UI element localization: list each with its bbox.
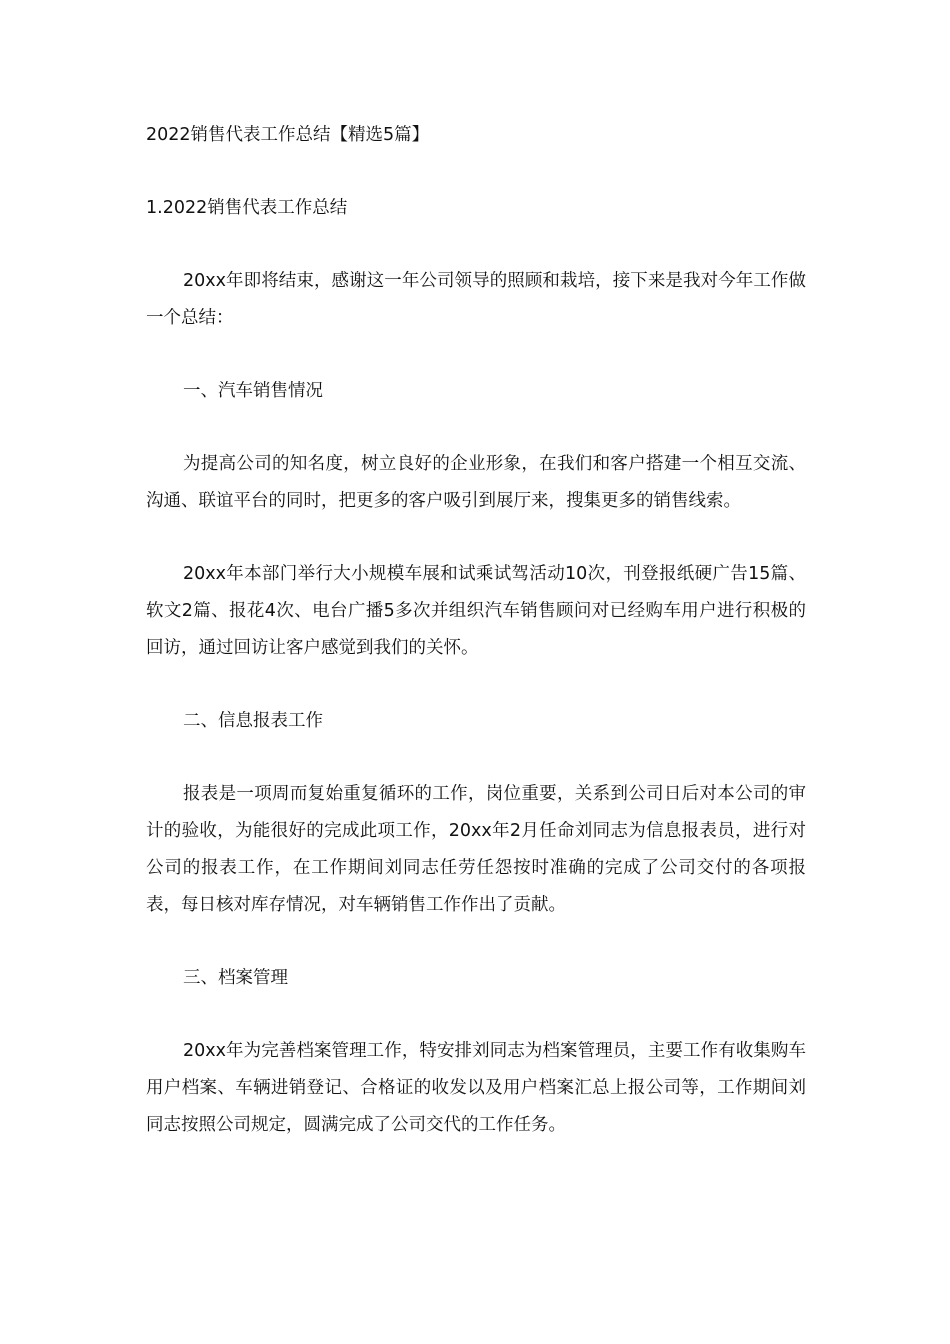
part-1-paragraph-2: 20xx年本部门举行大小规模车展和试乘试驾活动10次，刊登报纸硬广告15篇、软文2篇、报花4次、电台广播5多次并组织汽车销售顾问对已经购车用户进行积极的回访，通过回访让客户感觉到我们的关怀。 (146, 564, 806, 658)
part-1-heading: 一、汽车销售情况 (183, 381, 323, 401)
part-2-heading: 二、信息报表工作 (183, 711, 323, 731)
document-body (146, 117, 806, 1144)
part-3-paragraph-1: 20xx年为完善档案管理工作，特安排刘同志为档案管理员，主要工作有收集购车用户档案、车辆进销登记、合格证的收发以及用户档案汇总上报公司等，工作期间刘同志按照公司规定，圆满完成了公司交代的工作任务。 (146, 1041, 806, 1135)
intro-paragraph: 20xx年即将结束，感谢这一年公司领导的照顾和栽培，接下来是我对今年工作做一个总结： (146, 271, 806, 328)
part-2-paragraph-1: 报表是一项周而复始重复循环的工作，岗位重要，关系到公司日后对本公司的审计的验收，为能很好的完成此项工作，20xx年2月任命刘同志为信息报表员，进行对公司的报表工作，在工作期间刘同志任劳任怨按时准确的完成了公司交付的各项报表，每日核对库存情况，对车辆销售工作作出了贡献。 (146, 784, 806, 915)
part-1-paragraph-1: 为提高公司的知名度，树立良好的企业形象，在我们和客户搭建一个相互交流、沟通、联谊平台的同时，把更多的客户吸引到展厅来，搜集更多的销售线索。 (146, 454, 806, 511)
document-title: 2022销售代表工作总结【精选5篇】 (146, 125, 430, 145)
part-3-heading: 三、档案管理 (183, 968, 288, 988)
section-1-title: 1.2022销售代表工作总结 (146, 198, 348, 218)
